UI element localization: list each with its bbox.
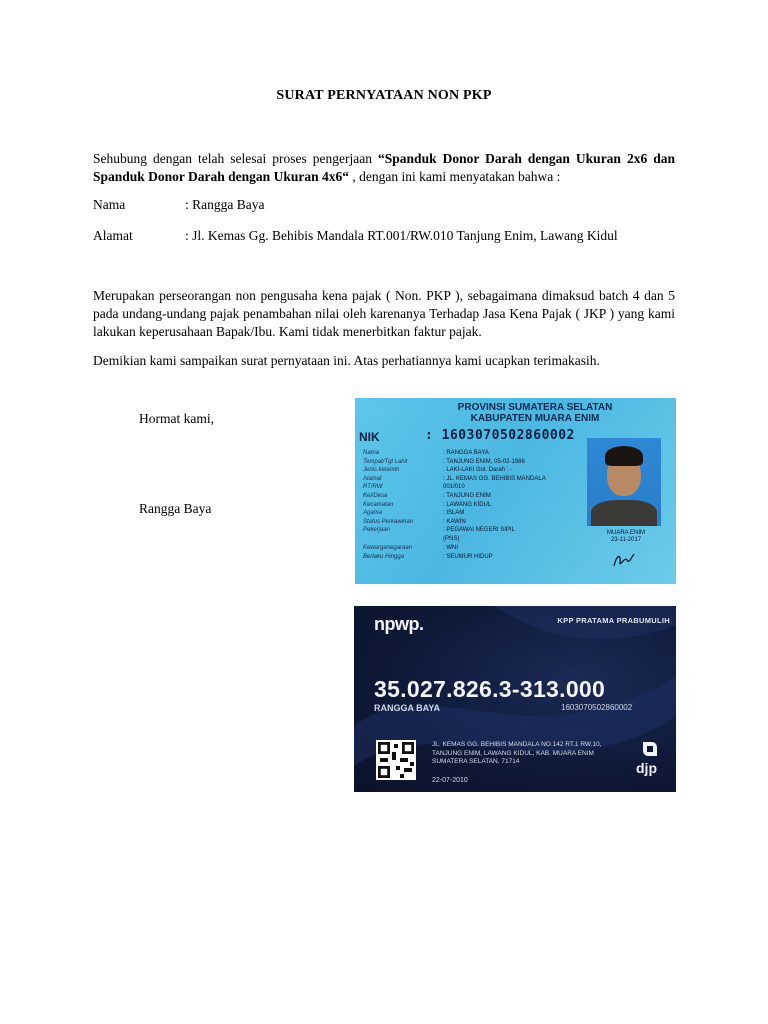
intro-prefix: Sehubung dengan telah selesai proses pengerjaan [93, 151, 379, 166]
field-label: Nama [93, 197, 126, 212]
npwp-number: 35.027.826.3-313.000 [374, 676, 606, 702]
ktp-field-value: : LAWANG KIDUL [443, 501, 492, 508]
npwp-office: KPP PRATAMA PRABUMULIH [557, 616, 670, 625]
qr-code-icon [376, 740, 416, 780]
ktp-field-value: 001/010 [443, 484, 465, 491]
photo-hair [605, 446, 643, 466]
closing-paragraph: Demikian kami sampaikan surat pernyataan ini. Atas perhatiannya kami ucapkan terimakasih. [93, 353, 600, 368]
ktp-field-label: Pekerjaan [363, 527, 391, 534]
ktp-photo [587, 438, 661, 526]
npwp-brand: djp [636, 760, 657, 776]
djp-logo-icon [641, 740, 659, 758]
ktp-field-value: : JL. KEMAS GG. BEHIBIS MANDALA [443, 475, 546, 482]
ktp-field-value: : TANJUNG ENIM, 05-02-1986 [443, 458, 525, 465]
npwp-date: 22-07-2010 [432, 777, 468, 784]
signatory-name: Rangga Baya [139, 501, 212, 516]
field-nama [93, 197, 264, 213]
ktp-nik-label: NIK [359, 430, 380, 444]
ktp-field-label: Berlaku Hingga [363, 553, 405, 560]
npwp-name: RANGGA BAYA [374, 703, 441, 713]
ktp-field-value: : KAWIN [443, 518, 466, 525]
intro-project-name: “Spanduk Donor Darah dengan Ukuran 2x6 dan Spanduk Donor Darah dengan Ukuran 4x6“ [93, 151, 675, 184]
ktp-field-value: : LAKI-LAKI Gol. Darah : - [443, 467, 513, 474]
npwp-card-image [354, 606, 676, 792]
closing-salutation: Hormat kami, [139, 411, 214, 426]
ktp-nik: : 1603070502860002 [425, 428, 575, 443]
ktp-issue-block [591, 530, 661, 544]
npwp-address-line: TANJUNG ENIM, LAWANG KIDUL, KAB. MUARA ENIM [432, 749, 594, 757]
ktp-field-value: : SEUMUR HIDUP [443, 553, 493, 560]
intro-suffix: , dengan ini kami menyatakan bahwa : [348, 169, 561, 184]
field-value: : Jl. Kemas Gg. Behibis Mandala RT.001/RW.010 Tanjung Enim, Lawang Kidul [185, 228, 618, 243]
ktp-issue-date: 23-11-2017 [610, 537, 642, 543]
ktp-field-label: Kel/Desa [363, 493, 388, 499]
npwp-address-line: SUMATERA SELATAN, 71714 [432, 758, 520, 765]
photo-body [591, 500, 657, 526]
ktp-field-label: Jenis kelamin [363, 467, 400, 474]
ktp-field-label: Nama [363, 450, 380, 456]
field-value: : Rangga Baya [185, 197, 265, 212]
ktp-field-label: Tempat/Tgl Lahir [363, 458, 408, 465]
field-alamat [93, 228, 618, 244]
npwp-logo: npwp. [374, 614, 424, 634]
ktp-signature-icon [611, 550, 637, 570]
ktp-field-value: : ISLAM [443, 510, 465, 517]
intro-paragraph [93, 150, 675, 186]
ktp-field-value: (PNS) [443, 536, 460, 542]
npwp-nik: 1603070502860002 [561, 703, 633, 712]
ktp-field-label: Agama [363, 510, 383, 517]
field-label: Alamat [93, 228, 133, 243]
ktp-field-label: Status Perkawinan [363, 518, 414, 525]
ktp-regency: KABUPATEN MUARA ENIM [470, 413, 600, 424]
ktp-field-value: : TANJUNG ENIM [443, 493, 491, 499]
npwp-address [432, 741, 602, 767]
ktp-field-label: Kecamatan [363, 501, 394, 508]
ktp-field-label: RT/RW [363, 484, 383, 491]
ktp-field-value: : PEGAWAI NEGERI SIPIL [443, 527, 515, 534]
ktp-card-image [355, 398, 676, 584]
ktp-field-label: Kewarganegaraan [363, 545, 413, 551]
ktp-field-value: : RANGGA BAYA [443, 450, 489, 456]
document-title: SURAT PERNYATAAN NON PKP [276, 88, 492, 103]
npwp-address-line: JL. KEMAS GG. BEHIBIS MANDALA NO.142 RT.1 RW.10, [432, 741, 602, 748]
ktp-province: PROVINSI SUMATERA SELATAN [457, 402, 613, 413]
ktp-field-value: : WNI [443, 545, 458, 551]
ktp-field-label: Alamat [363, 475, 382, 482]
ktp-issue-city: MUARA ENIM [606, 530, 645, 536]
statement-paragraph: Merupakan perseorangan non pengusaha kena pajak ( Non. PKP ), sebagaimana dimaksud batch 4 dan 5 pada undang-undang pajak penambahan nilai oleh karenanya Terhadap Jasa Kena Pajak ( JKP ) yang kami lakukan keperusahaan Bapak/Ibu. Kami tidak menerbitkan faktur pajak. [93, 288, 675, 339]
